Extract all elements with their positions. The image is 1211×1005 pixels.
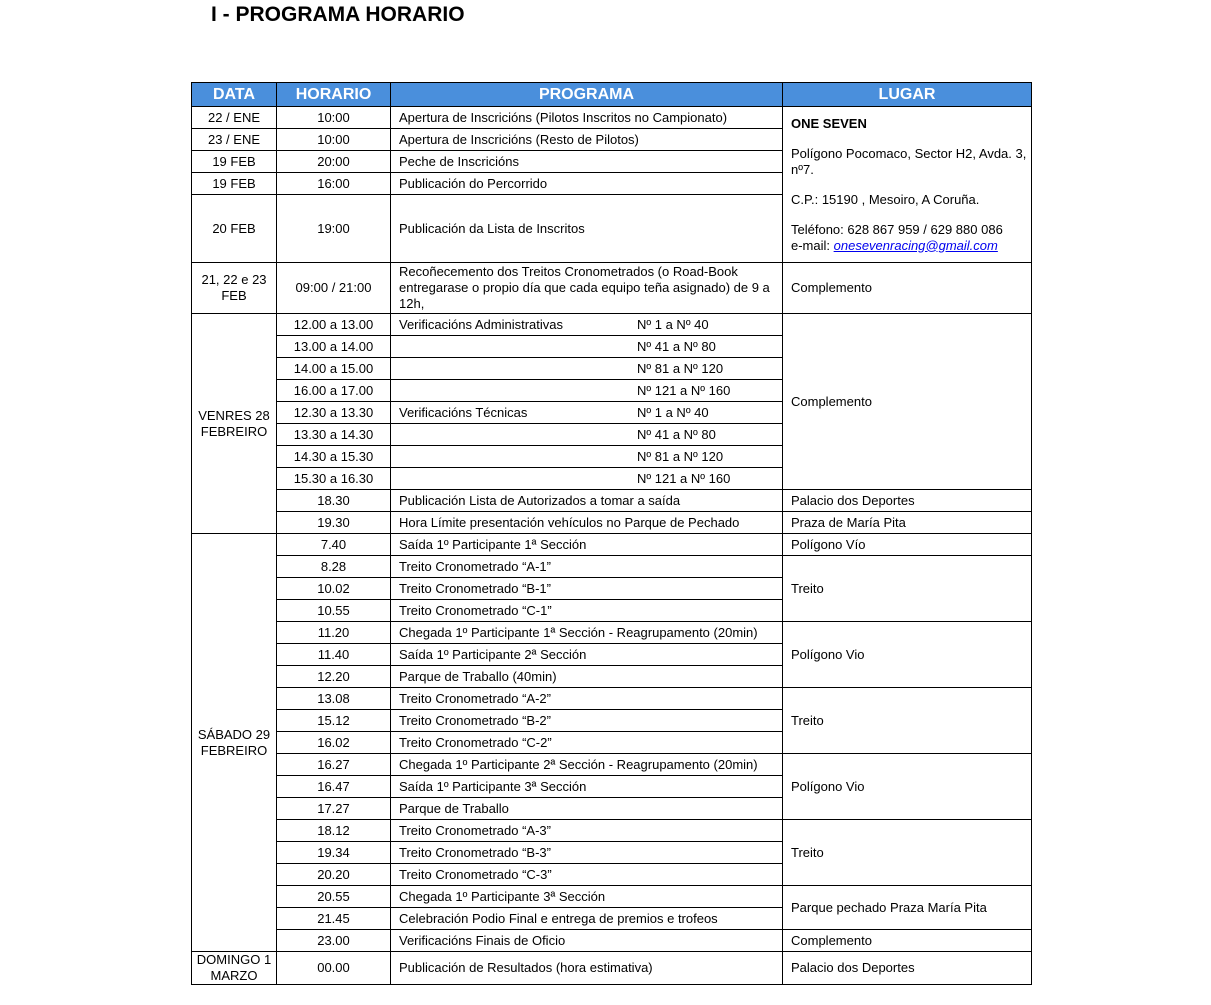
time-cell: 19.30: [277, 512, 391, 534]
place-address: Polígono Pocomaco, Sector H2, Avda. 3, nº7.: [791, 145, 1027, 177]
place-name: ONE SEVEN: [791, 115, 867, 131]
program-cell: Hora Límite presentación vehículos no Parque de Pechado: [391, 512, 783, 534]
number-range: Nº 41 a Nº 80: [637, 426, 716, 442]
table-row: [192, 263, 1032, 314]
place-cell: Treito: [783, 820, 1032, 886]
date-cell: 19 FEB: [192, 173, 277, 195]
place-cell: Complemento: [783, 314, 1032, 490]
time-cell: 20.55: [277, 886, 391, 908]
program-cell: Treito Cronometrado “B-1”: [391, 578, 783, 600]
time-cell: 16.27: [277, 754, 391, 776]
program-cell: Apertura de Inscricións (Pilotos Inscritos no Campionato): [391, 107, 783, 129]
program-cell: [391, 446, 783, 468]
program-cell: Treito Cronometrado “C-1”: [391, 600, 783, 622]
program-cell: Treito Cronometrado “A-1”: [391, 556, 783, 578]
date-cell: 19 FEB: [192, 151, 277, 173]
header-data: DATA: [192, 83, 277, 107]
place-cell: Treito: [783, 688, 1032, 754]
time-cell: 12.00 a 13.00: [277, 314, 391, 336]
number-range: Nº 121 a Nº 160: [637, 470, 731, 486]
header-programa: PROGRAMA: [391, 83, 783, 107]
table-row: [192, 754, 1032, 776]
date-cell: 20 FEB: [192, 195, 277, 263]
program-cell: Publicación do Percorrido: [391, 173, 783, 195]
place-cell: Palacio dos Deportes: [783, 952, 1032, 985]
email-link[interactable]: onesevenracing@gmail.com: [833, 237, 998, 253]
time-cell: 16.47: [277, 776, 391, 798]
program-cell: Saída 1º Participante 1ª Sección: [391, 534, 783, 556]
program-cell: Chegada 1º Participante 3ª Sección: [391, 886, 783, 908]
place-cell: Polígono Vio: [783, 622, 1032, 688]
program-cell: Apertura de Inscricións (Resto de Pilotos): [391, 129, 783, 151]
time-cell: 19:00: [277, 195, 391, 263]
time-cell: 18.30: [277, 490, 391, 512]
time-cell: 15.12: [277, 710, 391, 732]
time-cell: 09:00 / 21:00: [277, 263, 391, 314]
program-cell: [391, 468, 783, 490]
program-cell: Treito Cronometrado “C-2”: [391, 732, 783, 754]
place-one-seven: [783, 107, 1032, 263]
program-cell: Verificacións Finais de Oficio: [391, 930, 783, 952]
time-cell: 14.30 a 15.30: [277, 446, 391, 468]
time-cell: 16.00 a 17.00: [277, 380, 391, 402]
program-cell: Treito Cronometrado “B-2”: [391, 710, 783, 732]
program-cell: Saída 1º Participante 2ª Sección: [391, 644, 783, 666]
program-cell: Parque de Traballo: [391, 798, 783, 820]
program-cell: Chegada 1º Participante 1ª Sección - Reagrupamento (20min): [391, 622, 783, 644]
date-cell: DOMINGO 1 MARZO: [192, 952, 277, 985]
program-cell: Parque de Traballo (40min): [391, 666, 783, 688]
program-cell: [391, 358, 783, 380]
time-cell: 00.00: [277, 952, 391, 985]
time-cell: 8.28: [277, 556, 391, 578]
page-title: I - PROGRAMA HORARIO: [211, 3, 465, 26]
program-cell: Publicación de Resultados (hora estimativa): [391, 952, 783, 985]
table-row: [192, 688, 1032, 710]
program-cell: Publicación da Lista de Inscritos: [391, 195, 783, 263]
table-row: [192, 952, 1032, 985]
time-cell: 18.12: [277, 820, 391, 842]
date-cell: 23 / ENE: [192, 129, 277, 151]
time-cell: 14.00 a 15.00: [277, 358, 391, 380]
table-row: [192, 886, 1032, 908]
number-range: Nº 81 a Nº 120: [637, 360, 724, 376]
number-range: Nº 121 a Nº 160: [637, 382, 731, 398]
program-cell: [391, 336, 783, 358]
program-cell: Recoñecemento dos Treitos Cronometrados (o Road-Book entregarase o propio día que cada equipo teña asignado) de 9 a 12h,: [391, 263, 783, 314]
time-cell: 21.45: [277, 908, 391, 930]
place-postcode: C.P.: 15190 , Mesoiro, A Coruña.: [791, 191, 980, 207]
program-cell: [391, 314, 783, 336]
place-cell: Palacio dos Deportes: [783, 490, 1032, 512]
time-cell: 10.55: [277, 600, 391, 622]
place-cell: Complemento: [783, 263, 1032, 314]
time-cell: 17.27: [277, 798, 391, 820]
program-cell: [391, 402, 783, 424]
program-label: Verificacións Técnicas: [399, 404, 528, 420]
program-cell: Celebración Podio Final e entrega de premios e trofeos: [391, 908, 783, 930]
program-cell: Saída 1º Participante 3ª Sección: [391, 776, 783, 798]
table-row: [192, 512, 1032, 534]
table-row: [192, 820, 1032, 842]
time-cell: 20.20: [277, 864, 391, 886]
program-label: Verificacións Administrativas: [399, 316, 564, 332]
time-cell: 20:00: [277, 151, 391, 173]
schedule-table: [191, 82, 1032, 985]
program-cell: Peche de Inscricións: [391, 151, 783, 173]
time-cell: 13.08: [277, 688, 391, 710]
program-cell: [391, 380, 783, 402]
time-cell: 13.30 a 14.30: [277, 424, 391, 446]
table-header-row: [192, 83, 1032, 107]
time-cell: 10:00: [277, 129, 391, 151]
header-lugar: LUGAR: [783, 83, 1032, 107]
time-cell: 13.00 a 14.00: [277, 336, 391, 358]
table-row: [192, 930, 1032, 952]
date-cell: SÁBADO 29 FEBREIRO: [192, 534, 277, 952]
number-range: Nº 1 a Nº 40: [637, 404, 709, 420]
table-row: [192, 314, 1032, 336]
program-cell: [391, 424, 783, 446]
time-cell: 12.30 a 13.30: [277, 402, 391, 424]
table-row: [192, 490, 1032, 512]
place-cell: Parque pechado Praza María Pita: [783, 886, 1032, 930]
time-cell: 16.02: [277, 732, 391, 754]
number-range: Nº 1 a Nº 40: [637, 316, 709, 332]
place-cell: Polígono Vio: [783, 754, 1032, 820]
table-row: [192, 556, 1032, 578]
table-row: [192, 107, 1032, 129]
time-cell: 10:00: [277, 107, 391, 129]
place-cell: Treito: [783, 556, 1032, 622]
number-range: Nº 81 a Nº 120: [637, 448, 724, 464]
table-row: [192, 534, 1032, 556]
time-cell: 15.30 a 16.30: [277, 468, 391, 490]
email-label: e-mail:: [791, 237, 834, 253]
table-row: [192, 622, 1032, 644]
date-cell: VENRES 28 FEBREIRO: [192, 314, 277, 534]
time-cell: 11.40: [277, 644, 391, 666]
number-range: Nº 41 a Nº 80: [637, 338, 716, 354]
place-cell: Polígono Vío: [783, 534, 1032, 556]
date-cell: 21, 22 e 23 FEB: [192, 263, 277, 314]
time-cell: 23.00: [277, 930, 391, 952]
program-cell: Publicación Lista de Autorizados a tomar a saída: [391, 490, 783, 512]
program-cell: Chegada 1º Participante 2ª Sección - Reagrupamento (20min): [391, 754, 783, 776]
place-cell: Complemento: [783, 930, 1032, 952]
program-cell: Treito Cronometrado “A-2”: [391, 688, 783, 710]
time-cell: 19.34: [277, 842, 391, 864]
program-cell: Treito Cronometrado “A-3”: [391, 820, 783, 842]
program-cell: Treito Cronometrado “C-3”: [391, 864, 783, 886]
header-horario: HORARIO: [277, 83, 391, 107]
place-phone: Teléfono: 628 867 959 / 629 880 086: [791, 221, 1003, 237]
time-cell: 16:00: [277, 173, 391, 195]
time-cell: 11.20: [277, 622, 391, 644]
place-cell: Praza de María Pita: [783, 512, 1032, 534]
date-cell: 22 / ENE: [192, 107, 277, 129]
time-cell: 12.20: [277, 666, 391, 688]
time-cell: 7.40: [277, 534, 391, 556]
time-cell: 10.02: [277, 578, 391, 600]
program-cell: Treito Cronometrado “B-3”: [391, 842, 783, 864]
